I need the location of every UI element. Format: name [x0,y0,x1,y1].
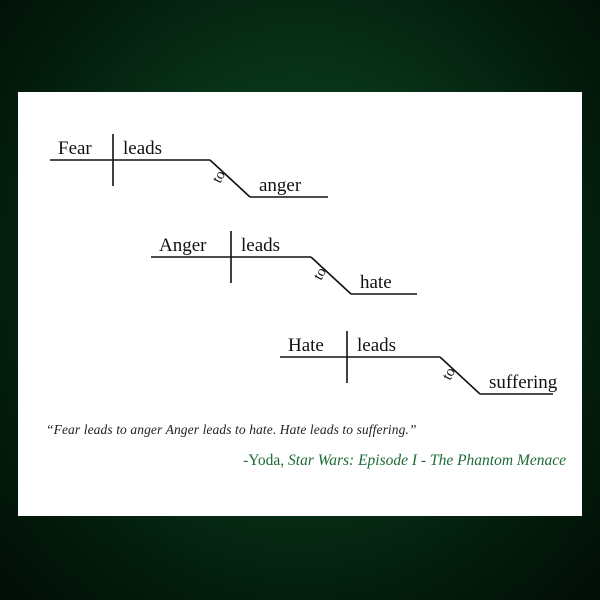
modifier-label-2: to [310,265,331,283]
verb-label-1: leads [123,138,163,159]
subject-label-3: Hate [288,335,324,356]
modifier-label-3: to [439,365,460,383]
quote-block [18,422,582,470]
sentence-diagram-2 [151,231,417,294]
sentence-diagram-1 [50,134,328,197]
attribution-prefix: -Yoda, [243,452,289,469]
diagram-board [18,92,582,516]
verb-label-3: leads [357,335,397,356]
modifier-label-1: to [209,168,230,186]
attribution-title: Star Wars: Episode I - The Phantom Menace [288,452,566,469]
subject-label-1: Fear [58,138,92,159]
quote-text: “Fear leads to anger Anger leads to hate. Hate leads to suffering.” [46,422,417,437]
object-label-1: anger [259,175,302,196]
sentence-diagram-3 [280,331,558,394]
object-label-2: hate [360,272,392,293]
subject-label-2: Anger [159,235,207,256]
verb-label-2: leads [241,235,281,256]
sentence-diagrams [18,92,582,422]
object-label-3: suffering [489,372,558,393]
quote-attribution [18,452,582,470]
